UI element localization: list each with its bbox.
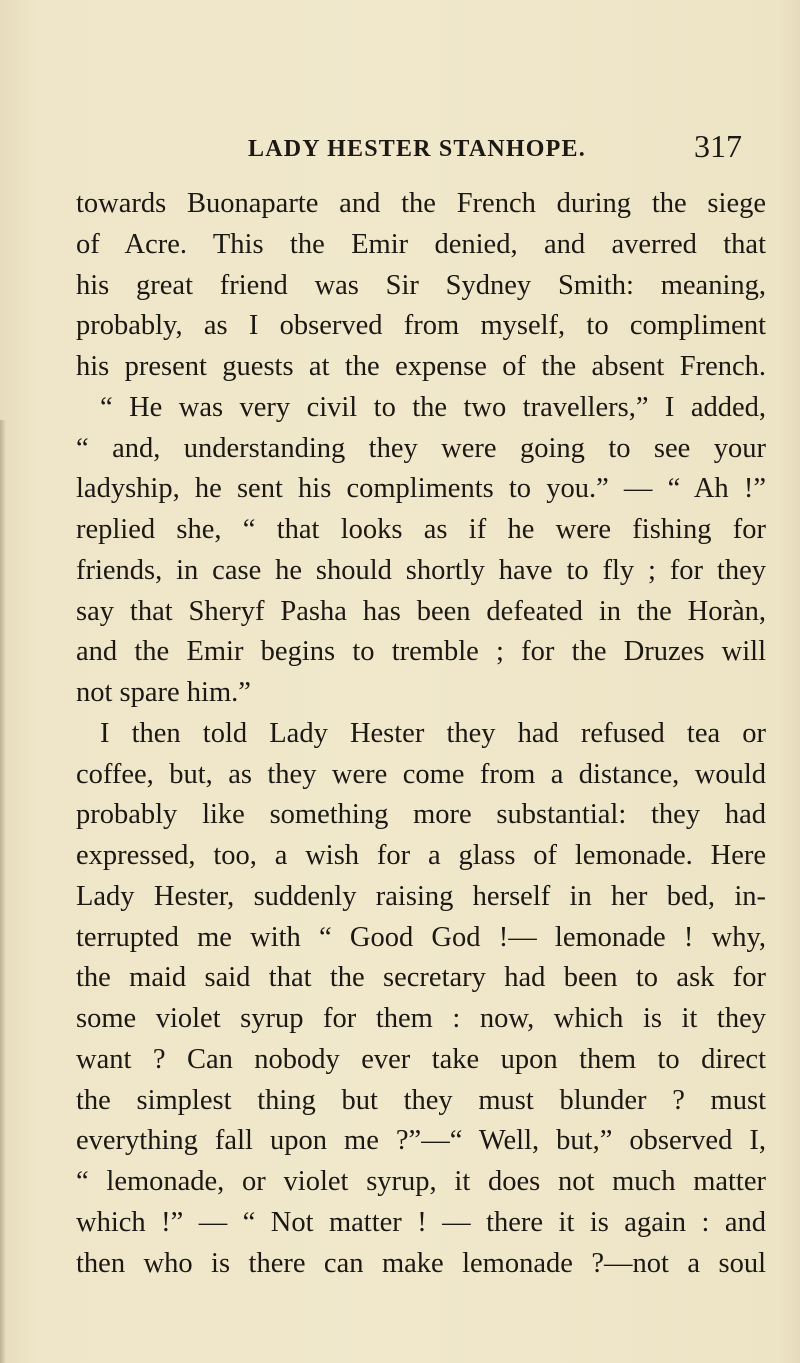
text-line: the simplest thing but they must blunder ? must bbox=[76, 1084, 766, 1116]
text-line: his great friend was Sir Sydney Smith: meaning, bbox=[76, 269, 766, 301]
text-line: coffee, but, as they were come from a distance, would bbox=[76, 758, 766, 790]
text-line: which !” — “ Not matter ! — there it is again : and bbox=[76, 1206, 766, 1238]
text-line: not spare him.” bbox=[76, 677, 251, 708]
text-line: I then told Lady Hester they had refused tea or bbox=[100, 717, 766, 749]
text-line: replied she, “ that looks as if he were fishing for bbox=[76, 514, 766, 545]
text-line: want ? Can nobody ever take upon them to direct bbox=[76, 1043, 766, 1075]
text-line: Lady Hester, suddenly raising herself in her bed, in- bbox=[76, 880, 766, 912]
text-line: everything fall upon me ?”—“ Well, but,” observed I, bbox=[76, 1125, 766, 1157]
binding-shadow bbox=[0, 420, 6, 1363]
text-line: terrupted me with “ Good God !— lemonade ! why, bbox=[76, 921, 766, 953]
text-line: ladyship, he sent his compliments to you.” — “ Ah !” bbox=[76, 473, 766, 505]
page-number: 317 bbox=[694, 128, 742, 164]
text-line: then who is there can make lemonade ?—not a soul bbox=[76, 1247, 766, 1279]
body-text bbox=[76, 184, 766, 1284]
text-line: his present guests at the expense of the absent French. bbox=[76, 351, 766, 382]
text-line: friends, in case he should shortly have to fly ; for they bbox=[76, 554, 766, 586]
text-line: and the Emir begins to tremble ; for the Druzes will bbox=[76, 636, 766, 668]
text-line: expressed, too, a wish for a glass of lemonade. Here bbox=[76, 840, 766, 871]
text-line: probably, as I observed from myself, to compliment bbox=[76, 310, 766, 342]
running-title: LADY HESTER STANHOPE. bbox=[248, 136, 586, 162]
text-line: “ lemonade, or violet syrup, it does not much matter bbox=[76, 1166, 766, 1197]
text-line: probably like something more substantial: they had bbox=[76, 799, 766, 831]
text-line: the maid said that the secretary had been to ask for bbox=[76, 962, 766, 994]
text-line: of Acre. This the Emir denied, and averred that bbox=[76, 228, 766, 260]
text-line: say that Sheryf Pasha has been defeated in the Horàn, bbox=[76, 595, 766, 627]
running-header bbox=[0, 128, 800, 168]
text-line: towards Buonaparte and the French during the siege bbox=[76, 188, 766, 219]
text-line: “ He was very civil to the two travellers,” I added, bbox=[100, 391, 766, 423]
text-line: some violet syrup for them : now, which is it they bbox=[76, 1003, 766, 1034]
text-line: “ and, understanding they were going to see your bbox=[76, 432, 766, 464]
